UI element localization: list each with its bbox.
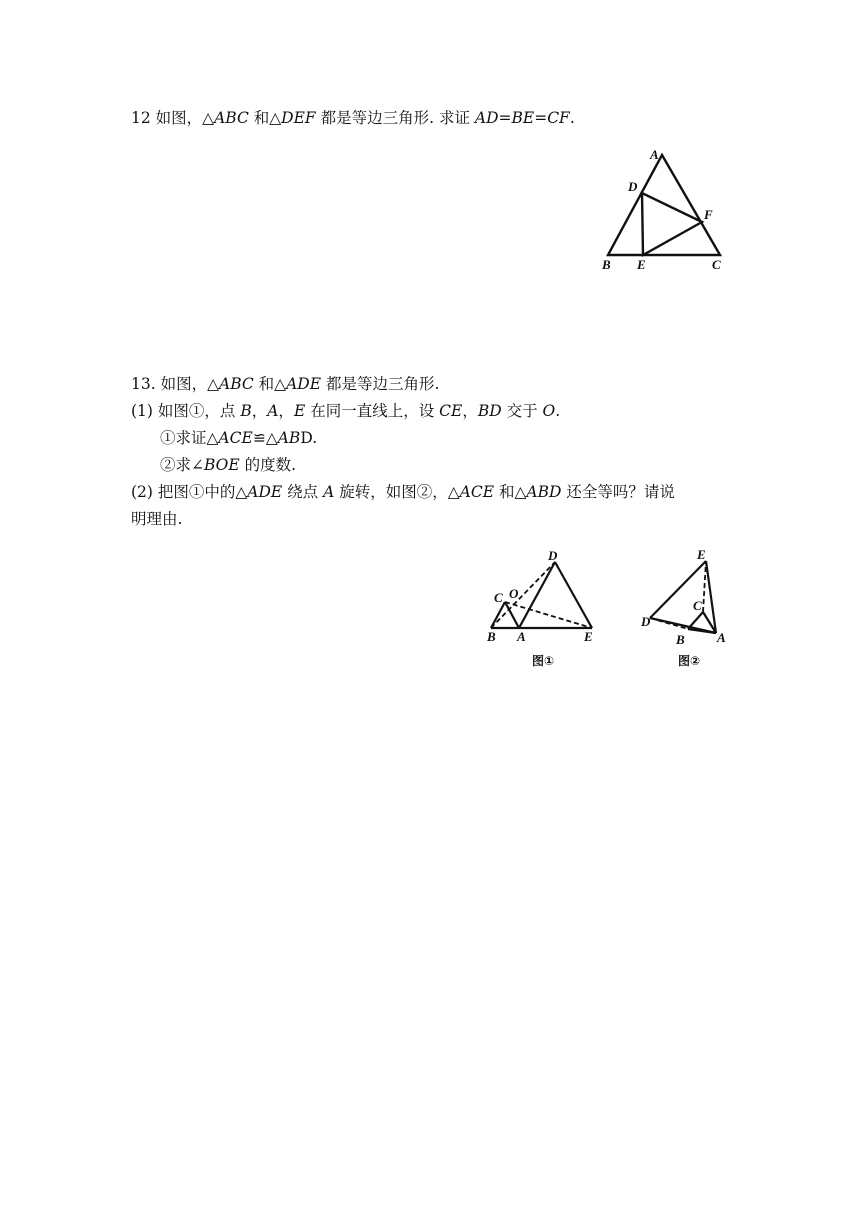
q13-sub1: ①求证 (160, 429, 207, 447)
q13-triangle-tail: D. (300, 429, 318, 447)
q13-figure-1 (478, 542, 618, 676)
q13-question: 还全等吗？请说 (561, 483, 675, 501)
q13-degree: 的度数. (239, 456, 297, 474)
q12-number: 12 如图， (131, 109, 203, 127)
q13-line5 (131, 481, 675, 503)
fig1-caption: 图① (532, 654, 555, 668)
q12-label-c: C (712, 257, 721, 272)
q12-label-e: E (637, 257, 646, 272)
fig2-label-e: E (697, 547, 706, 562)
fig1-label-e: E (584, 629, 593, 644)
q12-equation: AD=BE=CF (474, 109, 570, 127)
fig1-side-ad (519, 562, 555, 628)
q13-triangle-ace-2: △ACE (447, 483, 495, 501)
q13-triangle-ade: △ADE (274, 375, 322, 393)
q12-triangle-abc: △ABC (202, 109, 249, 127)
fig2-label-d: D (641, 614, 651, 629)
q13-number: 13. 如图， (131, 375, 208, 393)
fig1-label-d: D (548, 548, 558, 563)
fig2-side-bc (688, 612, 703, 629)
fig2-label-c: C (693, 598, 702, 613)
q12-label-b: B (602, 257, 611, 272)
fig2-label-b: B (676, 632, 685, 647)
fig2-caption: 图② (678, 654, 701, 668)
q12-triangle-abc-shape (608, 155, 720, 255)
fig1-label-a: A (517, 629, 526, 644)
q13-triangle-ab: △AB (265, 429, 301, 447)
q13-congruent: ≌ (252, 429, 266, 447)
q12-label-a: A (650, 147, 659, 162)
q13-point-o: O (542, 402, 556, 420)
q13-period2: . (555, 402, 561, 420)
q13-angle-boe: ∠BOE (191, 456, 240, 474)
q13-rotate: 旋转，如图②， (334, 483, 448, 501)
q13-segment-bd: BD (477, 402, 502, 420)
fig2-label-a: A (717, 630, 726, 645)
q13-around: 绕点 (282, 483, 324, 501)
q13-comma2: ， (278, 402, 294, 420)
q12-statement: 都是等边三角形. 求证 (315, 109, 475, 127)
fig1-label-o: O (509, 586, 519, 601)
q12-triangle-def: △DEF (269, 109, 316, 127)
q13-point-e: E (293, 402, 306, 420)
q13-point-a-2: A (323, 483, 335, 501)
q13-intersect: 交于 (501, 402, 543, 420)
q13-figure-2 (638, 542, 734, 676)
q13-and-2: 和 (494, 483, 515, 501)
q12-triangle-def-shape (642, 193, 702, 255)
q13-point-a: A (267, 402, 279, 420)
q13-comma1: ， (251, 402, 268, 420)
fig2-side-ea (706, 561, 716, 633)
q13-collinear: 在同一直线上，设 (305, 402, 440, 420)
q13-line6: 明理由. (131, 510, 183, 528)
q13-part1-intro: (1) 如图①，点 (131, 402, 241, 420)
q12-text (131, 107, 575, 129)
fig1-label-b: B (487, 629, 496, 644)
q13-segment-ce: CE (439, 402, 463, 420)
q12-period: . (569, 109, 575, 127)
q12-label-f: F (704, 207, 713, 222)
q13-line3 (160, 427, 317, 449)
q13-point-b: B (240, 402, 252, 420)
q13-triangle-abd: △ABD (514, 483, 562, 501)
q12-label-d: D (628, 179, 638, 194)
q13-part2-intro: (2) 把图①中的 (131, 483, 236, 501)
q13-statement: 都是等边三角形. (321, 375, 440, 393)
fig2-dashed-ce (703, 561, 706, 612)
q13-triangle-ade-2: △ADE (235, 483, 283, 501)
q13-triangle-ace: △ACE (206, 429, 253, 447)
q13-triangle-abc: △ABC (207, 375, 254, 393)
q13-line2 (131, 400, 560, 422)
q13-line4 (160, 454, 296, 476)
q13-comma3: ， (462, 402, 478, 420)
q13-line1 (131, 373, 439, 395)
fig1-label-c: C (494, 590, 503, 605)
q13-sub2: ②求 (160, 456, 192, 474)
q12-and: 和 (248, 109, 270, 127)
q12-figure (596, 143, 732, 273)
q13-and: 和 (253, 375, 275, 393)
